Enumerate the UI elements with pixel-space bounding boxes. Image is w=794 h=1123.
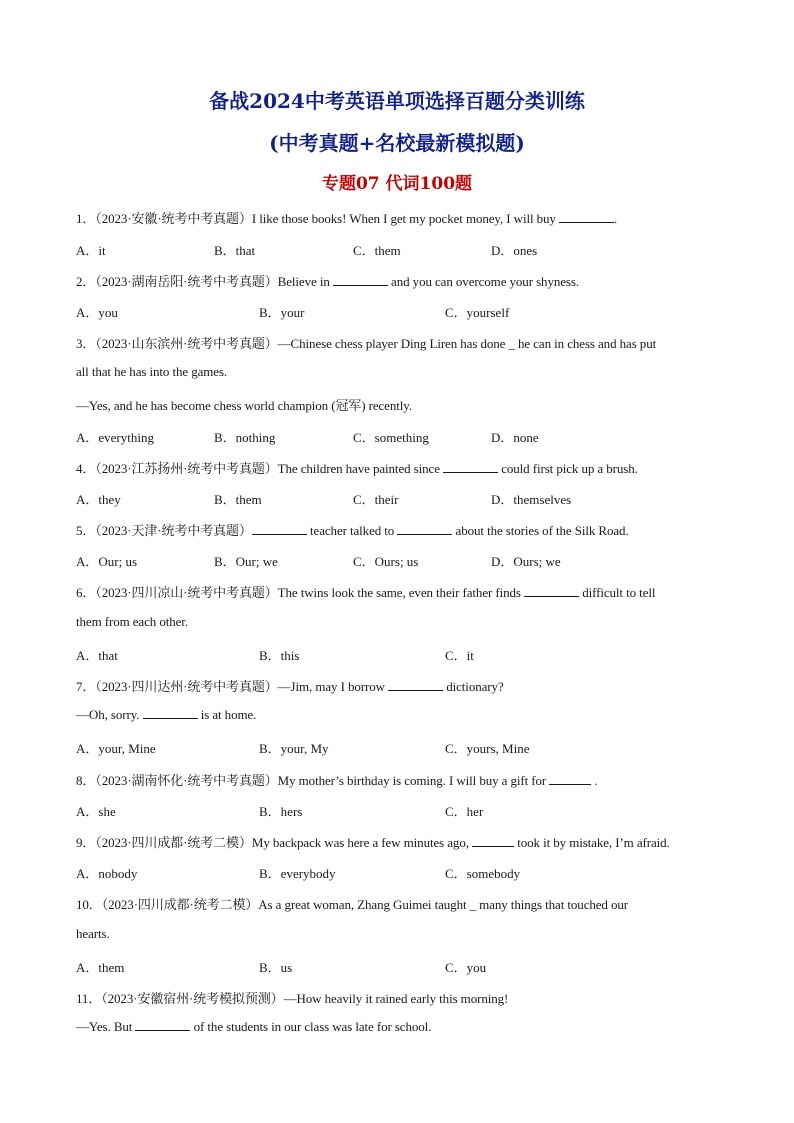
answer-blank (559, 211, 614, 223)
option-b: B．them (214, 492, 262, 507)
option-b: B．us (259, 960, 293, 975)
option-b: B．that (214, 243, 256, 258)
answer-blank (443, 461, 498, 473)
option-d: D．themselves (491, 492, 572, 507)
answer-blank (524, 585, 579, 597)
option-c: C．yourself (445, 305, 510, 320)
option-d: D．ones (491, 243, 538, 258)
option-c: C．Ours; us (353, 554, 419, 569)
document-title: 备战2024中考英语单项选择百题分类训练 (209, 89, 585, 113)
option-a: A．Our; us (76, 554, 138, 569)
question-3-reply: —Yes, and he has become chess world champion (冠军) recently. (76, 398, 412, 413)
option-a: A．your, Mine (76, 741, 156, 756)
answer-blank (135, 1019, 190, 1031)
option-a: A．that (76, 648, 118, 663)
answer-blank (388, 679, 443, 691)
option-b: B．everybody (259, 866, 336, 881)
answer-blank (472, 835, 514, 847)
question-4: 4．（2023·江苏扬州·统考中考真题）The children have painted since could first pick up a brush. (76, 461, 638, 476)
question-6: 6．（2023·四川凉山·统考中考真题）The twins look the same, even their father finds difficult to tell (76, 585, 656, 600)
answer-blank (397, 523, 452, 535)
option-a: A．she (76, 804, 116, 819)
option-a: A．you (76, 305, 118, 320)
question-8: 8．（2023·湖南怀化·统考中考真题）My mother’s birthday is coming. I will buy a gift for . (76, 773, 598, 788)
option-c: C．her (445, 804, 484, 819)
question-10: 10．（2023·四川成都·统考二模）As a great woman, Zhang Guimei taught _ many things that touched our (76, 897, 629, 912)
option-b: B．your (259, 305, 305, 320)
option-a: A．everything (76, 430, 154, 445)
option-d: D．Ours; we (491, 554, 561, 569)
option-a: A．nobody (76, 866, 138, 881)
answer-blank (549, 773, 591, 785)
question-3-continued: all that he has into the games. (76, 364, 228, 379)
option-c: C．their (353, 492, 399, 507)
option-c: C．it (445, 648, 474, 663)
question-10-continued: hearts. (76, 926, 110, 941)
option-c: C．you (445, 960, 487, 975)
question-11-reply: —Yes. But of the students in our class was late for school. (76, 1019, 432, 1034)
question-11: 11．（2023·安徽宿州·统考模拟预测）—How heavily it rained early this morning! (76, 991, 509, 1006)
option-b: B．this (259, 648, 300, 663)
option-a: A．they (76, 492, 121, 507)
option-b: B．Our; we (214, 554, 278, 569)
topic-heading: 专题07 代词100题 (321, 174, 473, 194)
question-5: 5．（2023·天津·统考中考真题） teacher talked to about the stories of the Silk Road. (76, 523, 629, 538)
question-7-reply: —Oh, sorry. is at home. (76, 707, 257, 722)
option-d: D．none (491, 430, 539, 445)
option-c: C．something (353, 430, 429, 445)
question-2: 2．（2023·湖南岳阳·统考中考真题）Believe in and you can overcome your shyness. (76, 274, 579, 289)
question-3: 3．（2023·山东滨州·统考中考真题）—Chinese chess player Ding Liren has done _ he can in chess and has put (76, 336, 657, 351)
option-b: B．your, My (259, 741, 329, 756)
option-b: B．hers (259, 804, 303, 819)
question-9: 9．（2023·四川成都·统考二模）My backpack was here a few minutes ago, took it by mistake, I’m afraid. (76, 835, 670, 850)
answer-blank (333, 274, 388, 286)
question-1: 1．（2023·安徽·统考中考真题）I like those books! When I get my pocket money, I will buy . (76, 211, 618, 226)
question-6-continued: them from each other. (76, 614, 188, 629)
answer-blank (143, 707, 198, 719)
answer-blank (252, 523, 307, 535)
option-c: C．yours, Mine (445, 741, 530, 756)
document-subtitle: (中考真题+名校最新模拟题) (269, 131, 525, 155)
option-c: C．somebody (445, 866, 521, 881)
question-7: 7．（2023·四川达州·统考中考真题）—Jim, may I borrow dictionary? (76, 679, 504, 694)
option-c: C．them (353, 243, 401, 258)
option-a: A．them (76, 960, 125, 975)
option-a: A．it (76, 243, 106, 258)
option-b: B．nothing (214, 430, 276, 445)
